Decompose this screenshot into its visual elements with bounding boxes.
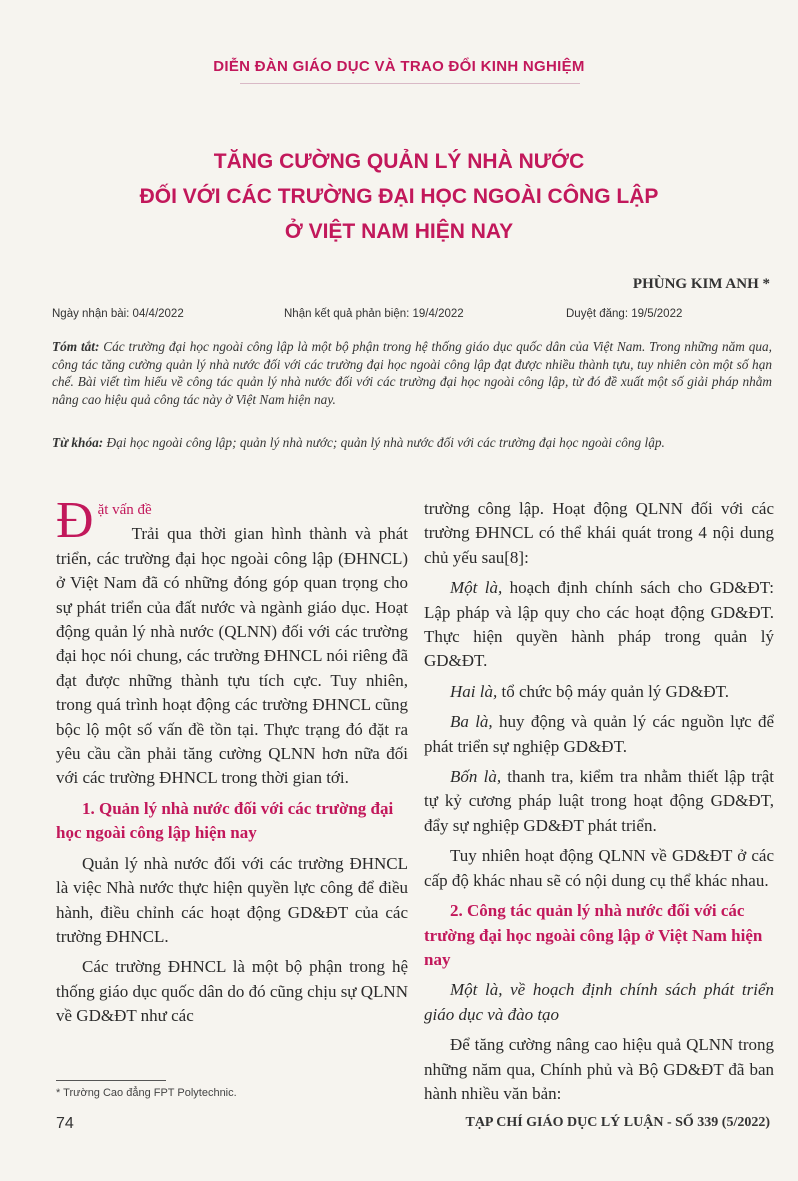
author: PHÙNG KIM ANH * (632, 276, 770, 292)
lead-heading: ặt vấn đề (97, 502, 152, 518)
abstract-text: Các trường đại học ngoài công lập là một bộ phận trong hệ thống giáo dục quốc dân của Việt Nam. Trong những năm qua, công tác tăng cường quản lý nhà nước đối với các trường đại học ngoài công lập đạt được nhiều thành tựu, tuy nhiên còn một số hạn chế. Bài viết tìm hiểu về công tác quản lý nhà nước đối với các trường đại học ngoài công lập, từ đó đề xuất một số giải pháp nhằm nâng cao hiệu quả công tác này ở Việt Nam hiện nay. (52, 339, 772, 407)
paragraph: Tuy nhiên hoạt động QLNN về GD&ĐT ở các cấp độ khác nhau sẽ có nội dung cụ thể khác nhau. (424, 846, 774, 890)
subheading-text: Một là, về hoạch định chính sách phát triển giáo dục và đào tạo (424, 980, 774, 1024)
list-item-label: Một là, (450, 578, 503, 598)
footnote: * Trường Cao đẳng FPT Polytechnic. (56, 1087, 237, 1099)
keywords-label: Từ khóa: (52, 435, 104, 450)
section-1-heading: 1. Quản lý nhà nước đối với các trường đại học ngoài công lập hiện nay (56, 798, 394, 843)
list-item-text: thanh tra, kiểm tra nhằm thiết lập trật tự kỷ cương pháp luật trong hoạt động GD&ĐT, đẩy sự nghiệp GD&ĐT phát triển. (424, 767, 775, 835)
list-item-label: Ba là, (450, 712, 493, 732)
list-item-text: hoạch định chính sách cho GD&ĐT: Lập pháp và lập quy cho các hoạt động GD&ĐT. Thực hiện quyền hành pháp trong quản lý GD&ĐT. (424, 578, 774, 671)
intro-heading (56, 492, 408, 791)
intro-paragraph: Trải qua thời gian hình thành và phát triển, các trường đại học ngoài công lập (ĐHNCL) ở Việt Nam đã có những đóng góp quan trọng cho sự phát triển của đất nước và ngành giáo dục. Hoạt động quản lý nhà nước (QLNN) đối với các trường đại học nói chung, các trường ĐHNCL nói riêng đã đạt được những thành tựu tích cực. Tuy nhiên, trong quá trình hoạt động các trường ĐHNCL cũng bộc lộ một số vấn đề tồn tại. Thực trạng đó đặt ra yêu cầu cần phải tăng cường QLNN hơn nữa đối với các trường ĐHNCL trong thời gian tới. (56, 524, 408, 788)
paragraph: Quản lý nhà nước đối với các trường ĐHNCL là việc Nhà nước thực hiện quyền lực công để điều hành, điều chỉnh các hoạt động GD&ĐT của các trường ĐHNCL. (56, 853, 408, 946)
right-column (424, 497, 774, 1112)
keywords-text: Đại học ngoài công lập; quản lý nhà nước; quản lý nhà nước đối với các trường đại học ngoài công lập. (106, 435, 665, 450)
received-date: Ngày nhận bài: 04/4/2022 (52, 308, 184, 320)
approved-date: Duyệt đăng: 19/5/2022 (566, 308, 683, 320)
title-line-1: TĂNG CƯỜNG QUẢN LÝ NHÀ NƯỚC (213, 150, 585, 173)
list-item-label: Bốn là, (450, 767, 502, 787)
list-item (424, 765, 774, 838)
paragraph: Các trường ĐHNCL là một bộ phận trong hệ thống giáo dục quốc dân do đó cũng chịu sự QLNN về GD&ĐT như các (56, 957, 408, 1026)
reviewed-date: Nhận kết quả phản biện: 19/4/2022 (284, 308, 464, 320)
list-item (424, 710, 774, 759)
list-item-text: huy động và quản lý các nguồn lực để phát triển sự nghiệp GD&ĐT. (424, 712, 775, 756)
section-header: DIỄN ĐÀN GIÁO DỤC VÀ TRAO ĐỔI KINH NGHIỆM (213, 58, 585, 75)
list-item (424, 576, 774, 674)
dropcap: Đ (56, 492, 94, 549)
subheading (424, 978, 774, 1027)
list-item-label: Hai là, (450, 681, 498, 701)
abstract-label: Tóm tắt: (52, 339, 100, 354)
section-2-heading: 2. Công tác quản lý nhà nước đối với các trường đại học ngoài công lập ở Việt Nam hiện nay (424, 901, 763, 969)
paragraph: trường công lập. Hoạt động QLNN đối với các trường ĐHNCL có thể khái quát trong 4 nội dung chủ yếu sau[8]: (424, 499, 774, 567)
list-item (424, 680, 774, 704)
article-title (0, 144, 798, 249)
title-line-2: ĐỐI VỚI CÁC TRƯỜNG ĐẠI HỌC NGOÀI CÔNG LẬP (139, 185, 659, 208)
title-line-3: Ở VIỆT NAM HIỆN NAY (284, 220, 514, 243)
page-number: 74 (56, 1115, 74, 1132)
left-column (56, 492, 408, 1035)
keywords (52, 434, 772, 452)
journal-footer: TẠP CHÍ GIÁO DỤC LÝ LUẬN - SỐ 339 (5/2022) (465, 1115, 770, 1130)
abstract (52, 338, 772, 408)
list-item-text: tổ chức bộ máy quản lý GD&ĐT. (497, 681, 729, 701)
header-divider (240, 83, 580, 84)
footnote-divider (56, 1080, 166, 1081)
paragraph: Để tăng cường nâng cao hiệu quả QLNN trong những năm qua, Chính phủ và Bộ GD&ĐT đã ban hành nhiều văn bản: (424, 1035, 774, 1103)
